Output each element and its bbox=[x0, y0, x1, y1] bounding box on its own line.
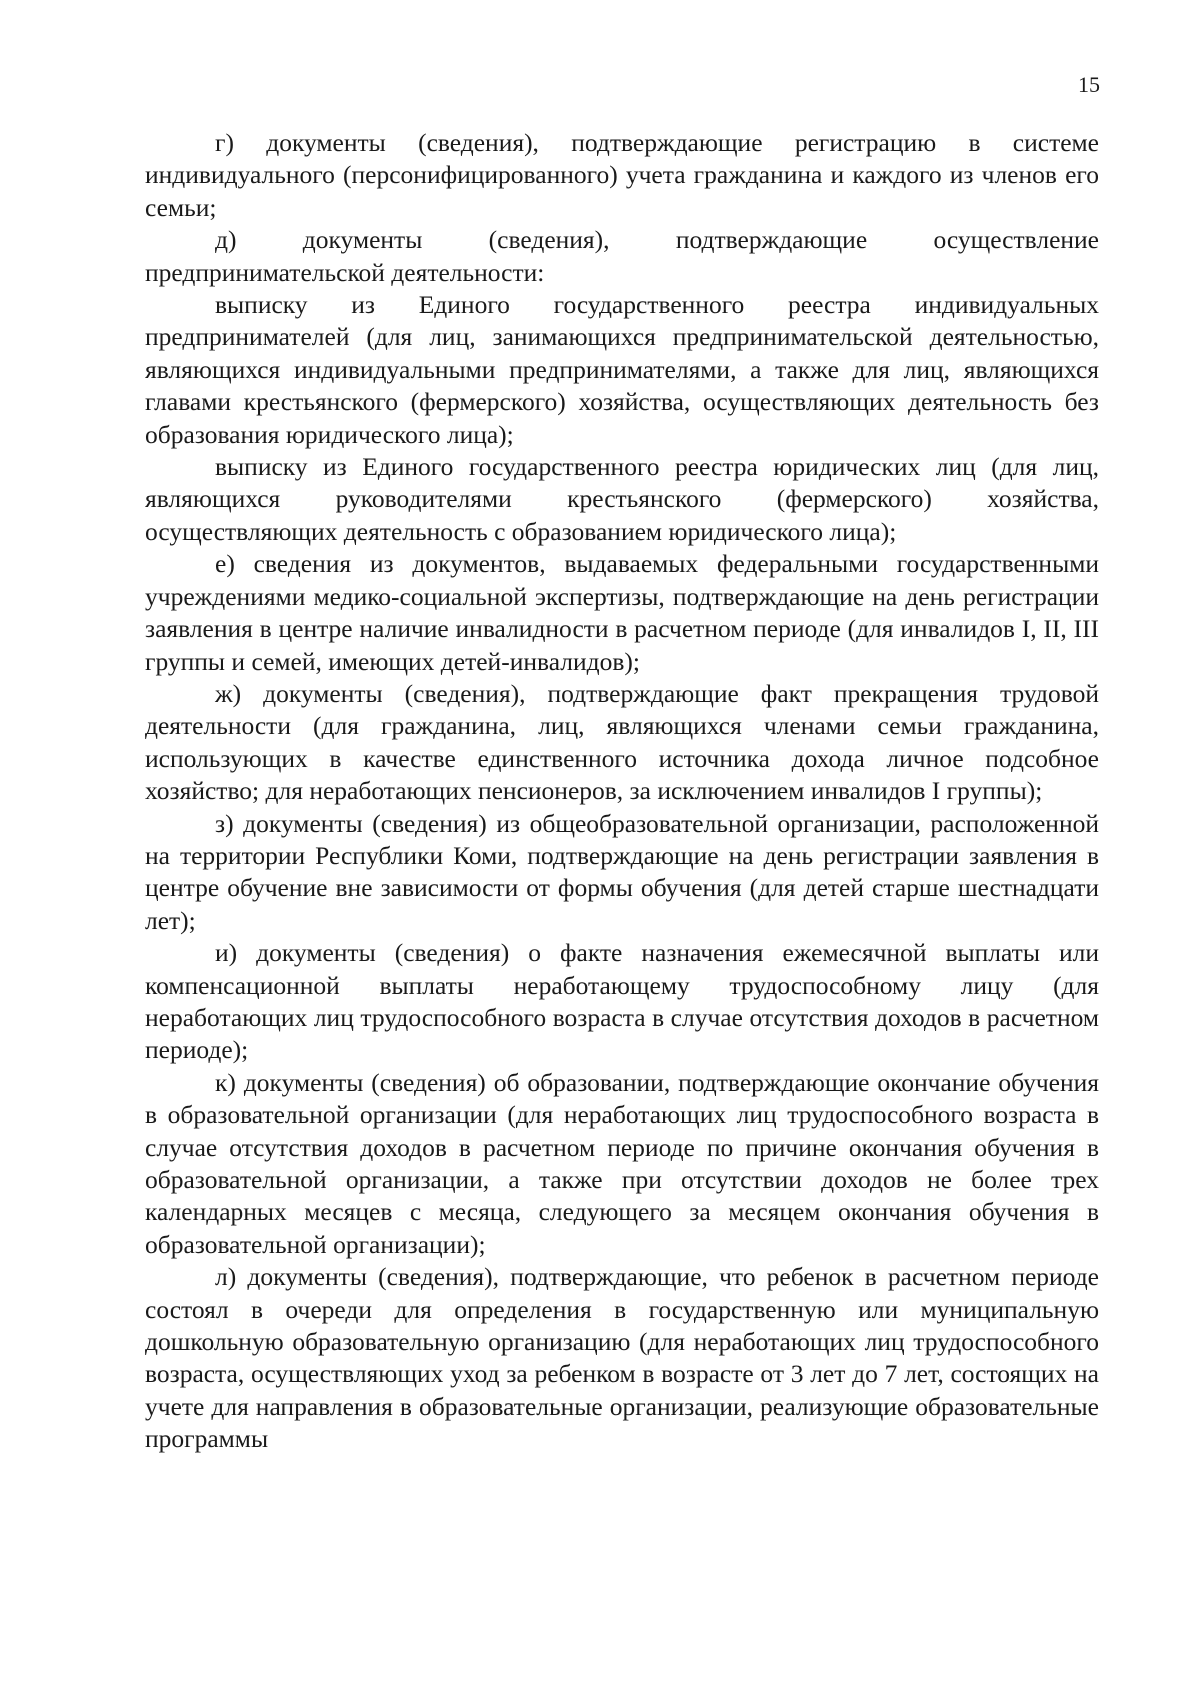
paragraph-k-education: к) документы (сведения) об образовании, подтверждающие окончание обучения в образовательной организации (для неработающих лиц трудоспособного возраста в случае отсутствия доходов в расчетном периоде по причине окончания обучения в образовательной организации, а также при отсутствии доходов не более трех календарных месяцев с месяца, следующего за месяцем окончания обучения в образовательной организации); bbox=[145, 1067, 1099, 1259]
document-body bbox=[145, 127, 1099, 1456]
paragraph-e-disability: е) сведения из документов, выдаваемых федеральными государственными учреждениями медико-социальной экспертизы, подтверждающие на день регистрации заявления в центре наличие инвалидности в расчетном периоде (для инвалидов I, II, III группы и семей, имеющих детей-инвалидов); bbox=[145, 549, 1099, 676]
paragraph-z-school: з) документы (сведения) из общеобразовательной организации, расположенной на территории Республики Коми, подтверждающие на день регистрации заявления в центре обучение вне зависимости от формы обучения (для детей старше шестнадцати лет); bbox=[145, 808, 1099, 935]
paragraph-l-preschool-queue: л) документы (сведения), подтверждающие, что ребенок в расчетном периоде состоял в очереди для определения в государственную или муниципальную дошкольную образовательную организацию (для неработающих лиц трудоспособного возраста, осуществляющих уход за ребенком в возрасте от 3 лет до 7 лет, состоящих на учете для направления в образовательные организации, реализующие образовательные программы bbox=[145, 1262, 1099, 1454]
paragraph-egrip-extract: выписку из Единого государственного реестра индивидуальных предпринимателей (для лиц, занимающихся предпринимательской деятельностью, являющихся индивидуальными предпринимателями, а также для лиц, являющихся главами крестьянского (фермерского) хозяйства, осуществляющих деятельность без образования юридического лица); bbox=[145, 290, 1099, 449]
paragraph-i-compensation: и) документы (сведения) о факте назначения ежемесячной выплаты или компенсационной выплаты неработающему трудоспособному лицу (для неработающих лиц трудоспособного возраста в случае отсутствия доходов в расчетном периоде); bbox=[145, 938, 1099, 1065]
page-number: 15 bbox=[1078, 72, 1100, 97]
paragraph-d-business: д) документы (сведения), подтверждающие осуществление предпринимательской деятельности: bbox=[145, 225, 1099, 287]
paragraph-g-registration: г) документы (сведения), подтверждающие регистрацию в системе индивидуального (персонифицированного) учета гражданина и каждого из членов его семьи; bbox=[145, 128, 1099, 222]
paragraph-egrul-extract: выписку из Единого государственного реестра юридических лиц (для лиц, являющихся руководителями крестьянского (фермерского) хозяйства, осуществляющих деятельность с образованием юридического лица); bbox=[145, 452, 1099, 546]
paragraph-zh-employment-end: ж) документы (сведения), подтверждающие факт прекращения трудовой деятельности (для гражданина, лиц, являющихся членами семьи гражданина, использующих в качестве единственного источника дохода личное подсобное хозяйство; для неработающих пенсионеров, за исключением инвалидов I группы); bbox=[145, 678, 1099, 806]
